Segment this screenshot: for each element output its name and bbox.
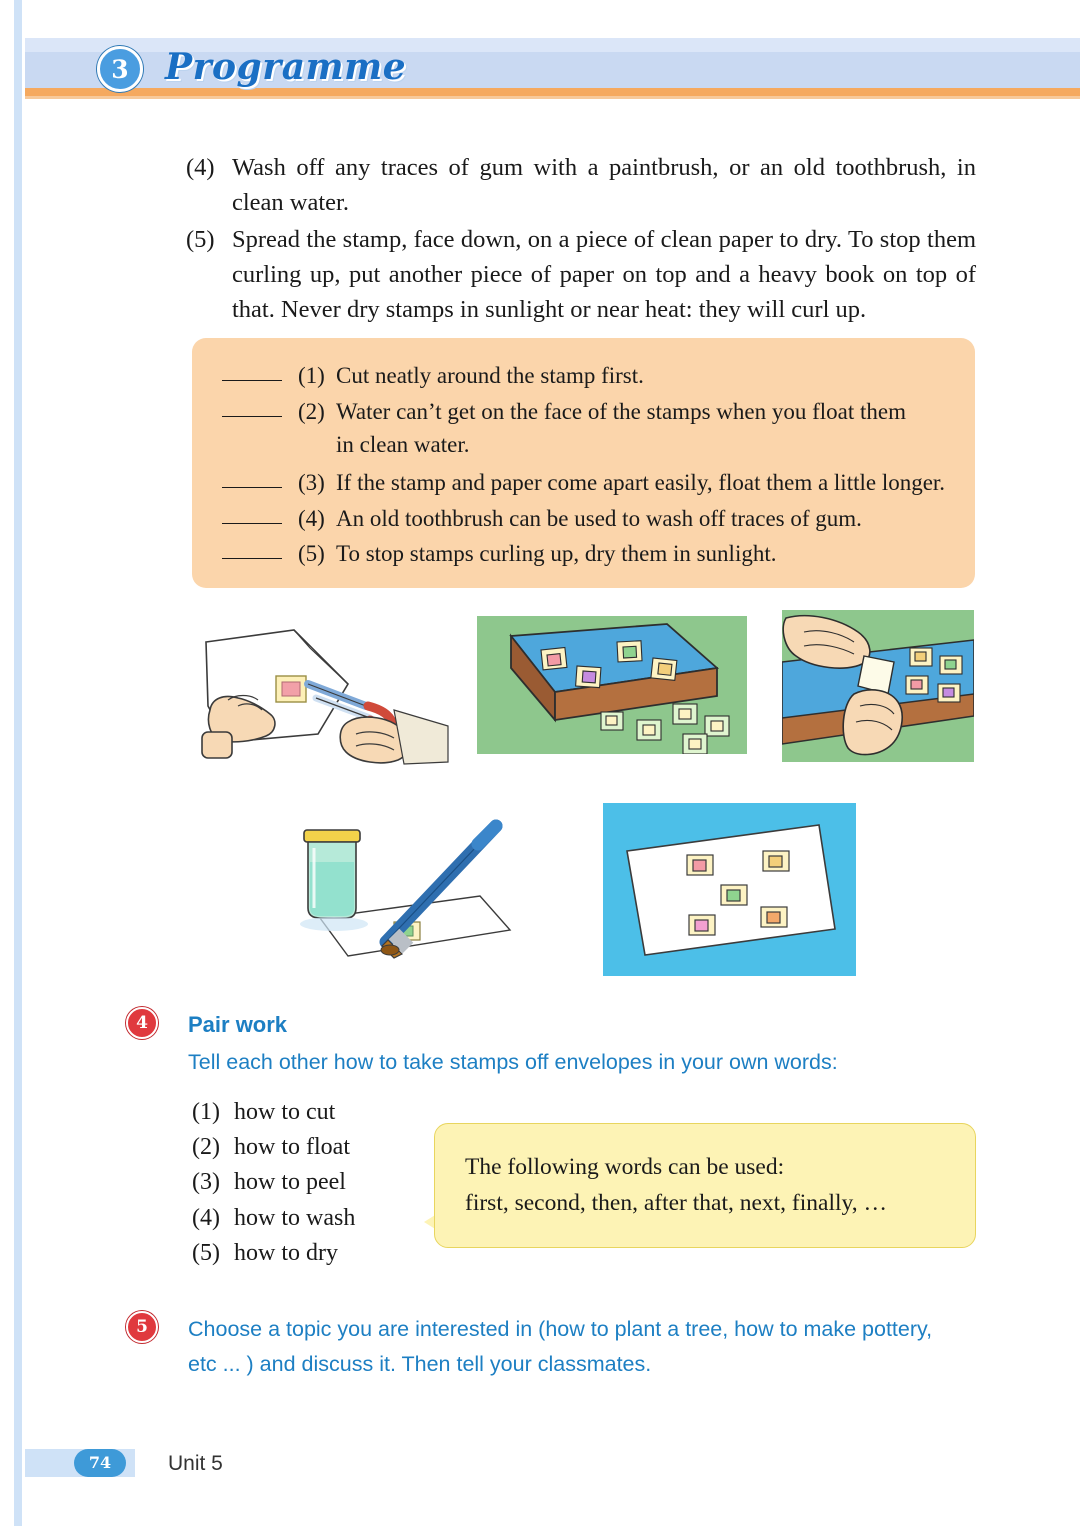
instruction-text: Spread the stamp, face down, on a piece of clean paper to dry. To stop them curling up, put another piece of paper on top and a heavy book on top of that. Never dry stamps in sunlight or near heat: they will curl up. bbox=[232, 226, 976, 323]
word-bank-callout bbox=[434, 1123, 976, 1248]
list-item-label: how to peel bbox=[234, 1169, 346, 1195]
callout-line-2: first, second, then, after that, next, finally, … bbox=[465, 1190, 888, 1216]
answer-blank[interactable] bbox=[222, 380, 282, 381]
illustration-jar-and-paintbrush bbox=[290, 800, 540, 960]
exercise-row bbox=[222, 396, 906, 427]
section5-line-1: Choose a topic you are interested in (how to plant a tree, how to make pottery, bbox=[188, 1317, 933, 1341]
answer-blank[interactable] bbox=[222, 558, 282, 559]
list-item-number: (4) bbox=[192, 1205, 220, 1231]
exercise-text: If the stamp and paper come apart easily, float them a little longer. bbox=[336, 470, 946, 495]
instruction-item bbox=[186, 222, 976, 327]
page-title: Programme bbox=[165, 46, 407, 88]
page-left-rail bbox=[14, 0, 22, 1526]
unit-number-badge: 3 bbox=[97, 46, 143, 92]
instruction-number: (5) bbox=[186, 226, 215, 253]
exercise-text-continuation: in clean water. bbox=[336, 432, 470, 457]
exercise-row bbox=[222, 538, 776, 569]
exercise-row bbox=[222, 467, 945, 498]
exercise-text: To stop stamps curling up, dry them in sunlight. bbox=[336, 541, 777, 566]
page-left-margin bbox=[0, 0, 14, 1526]
section-heading-pair-work: Pair work bbox=[188, 1012, 288, 1037]
callout-line-1: The following words can be used: bbox=[465, 1154, 785, 1180]
exercise-text: Cut neatly around the stamp first. bbox=[336, 363, 644, 388]
answer-blank[interactable] bbox=[222, 487, 282, 488]
exercise-number: (1) bbox=[298, 363, 325, 388]
list-item bbox=[192, 1169, 346, 1196]
exercise-number: (4) bbox=[298, 506, 325, 531]
list-item-label: how to float bbox=[234, 1134, 350, 1160]
instruction-item bbox=[186, 150, 976, 220]
illustration-stamps-drying bbox=[603, 803, 856, 976]
page-left-rail-inner bbox=[22, 0, 25, 1526]
exercise-number: (5) bbox=[298, 541, 325, 566]
header-accent-rule-light bbox=[25, 96, 1080, 99]
exercise-number: (3) bbox=[298, 470, 325, 495]
header-accent-rule bbox=[25, 88, 1080, 96]
list-item-label: how to wash bbox=[234, 1205, 356, 1231]
section-badge-5: 5 bbox=[126, 1311, 158, 1343]
exercise-row bbox=[222, 503, 862, 534]
list-item-number: (1) bbox=[192, 1099, 220, 1125]
list-item bbox=[192, 1205, 355, 1232]
list-item-number: (5) bbox=[192, 1240, 220, 1266]
section5-line-2: etc ... ) and discuss it. Then tell your classmates. bbox=[188, 1352, 652, 1376]
list-item-number: (3) bbox=[192, 1169, 220, 1195]
illustration-cutting-stamp bbox=[198, 614, 450, 766]
section-badge-4: 4 bbox=[126, 1007, 158, 1039]
page-header bbox=[25, 38, 1080, 100]
instruction-text: Wash off any traces of gum with a paintbrush, or an old toothbrush, in clean water. bbox=[232, 154, 976, 216]
list-item bbox=[192, 1099, 335, 1126]
instruction-number: (4) bbox=[186, 154, 215, 181]
illustration-peeling-stamp bbox=[782, 610, 974, 762]
exercise-text: Water can’t get on the face of the stamps when you float them bbox=[336, 399, 906, 424]
list-item-label: how to dry bbox=[234, 1240, 338, 1266]
list-item-label: how to cut bbox=[234, 1099, 336, 1125]
answer-blank[interactable] bbox=[222, 523, 282, 524]
exercise-number: (2) bbox=[298, 399, 325, 424]
exercise-text: An old toothbrush can be used to wash off traces of gum. bbox=[336, 506, 862, 531]
list-item bbox=[192, 1134, 350, 1161]
section-subheading: Tell each other how to take stamps off envelopes in your own words: bbox=[188, 1050, 838, 1074]
list-item-number: (2) bbox=[192, 1134, 220, 1160]
answer-blank[interactable] bbox=[222, 416, 282, 417]
ordering-exercise-box bbox=[192, 338, 975, 588]
list-item bbox=[192, 1240, 338, 1267]
footer-unit-label: Unit 5 bbox=[168, 1452, 223, 1475]
illustration-stamps-in-water-tray bbox=[477, 616, 747, 754]
exercise-row bbox=[222, 360, 644, 391]
page-number: 74 bbox=[74, 1449, 126, 1477]
